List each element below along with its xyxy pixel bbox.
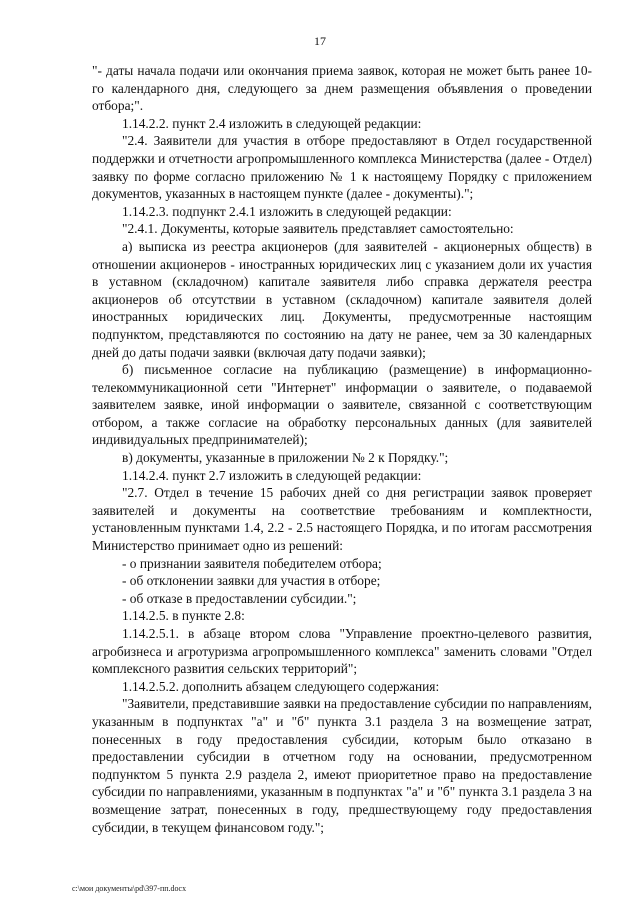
paragraph: 1.14.2.5.2. дополнить абзацем следующего содержания: [122, 678, 440, 694]
paragraph: 1.14.2.5.1. в абзаце втором слова "Управление проектно-целевого развития, агробизнеса и агротуризма агропромышленного комплекса" заменить словами "Отдел комплексного развития сельских территорий"; [92, 626, 592, 677]
paragraph: в) документы, указанные в приложении № 2 к Порядку."; [122, 450, 449, 466]
paragraph: 1.14.2.3. подпункт 2.4.1 изложить в следующей редакции: [122, 203, 452, 219]
paragraph: - о признании заявителя победителем отбора; [122, 555, 382, 571]
paragraph: - об отказе в предоставлении субсидии."; [122, 590, 357, 606]
paragraph: 1.14.2.2. пункт 2.4 изложить в следующей редакции: [122, 115, 422, 131]
page-number: 17 [314, 34, 326, 48]
paragraph: а) выписка из реестра акционеров (для заявителей - акционерных обществ) в отношении акционеров - иностранных юридических лиц с указанием доли их участия в уставном (складочном) капитале заявителя либо справка держателя реестра акционеров об отсутствии в уставном (складочном) капитале заявителя долей иностранных юридических лиц. Документы, предусмотренные настоящим подпунктом, представляются по состоянию на дату не ранее, чем за 30 календарных дней до даты подачи заявки (включая дату подачи заявки); [92, 238, 592, 360]
paragraph: б) письменное согласие на публикацию (размещение) в информационно-телекоммуникационной сети "Интернет" информации о заявителе, о подаваемой заявителем заявке, иной информации о заявителе, связанной с соответствующим отбором, а также согласие на обработку персональных данных (для заявителей индивидуальных предпринимателей); [92, 362, 592, 448]
paragraph: - об отклонении заявки для участия в отборе; [122, 573, 381, 589]
document-body [92, 62, 592, 836]
paragraph: "Заявители, представившие заявки на предоставление субсидии по направлениям, указанным в подпунктах "а" и "б" пункта 3.1 раздела 3 на возмещение затрат, понесенных в году предоставления субсидии, которым было отказано в предоставлении субсидии в отчетном году на основании, предусмотренном подпунктом 5 пункта 2.9 раздела 2, имеют приоритетное право на предоставление субсидии по направлениями, указанным в подпунктах "а" и "б" пункта 3.1 раздела 3 на возмещение затрат, понесенных в году, предшествующему году предоставления субсидии, в текущем финансовом году."; [92, 696, 592, 835]
file-path-footer: c:\мои документы\pd\397-пп.docx [72, 884, 187, 893]
paragraph: "- даты начала подачи или окончания приема заявок, которая не может быть ранее 10-го календарного дня, следующего за днем размещения объявления о проведении отбора;". [92, 63, 592, 114]
paragraph: "2.7. Отдел в течение 15 рабочих дней со дня регистрации заявок проверяет заявителей и документы на соответствие требованиям и комплектности, установленным пунктами 1.4, 2.2 - 2.5 настоящего Порядка, и по итогам рассмотрения Министерство принимает одно из решений: [92, 485, 592, 554]
paragraph: "2.4.1. Документы, которые заявитель представляет самостоятельно: [122, 221, 514, 237]
paragraph: 1.14.2.4. пункт 2.7 изложить в следующей редакции: [122, 467, 422, 483]
paragraph: "2.4. Заявители для участия в отборе предоставляют в Отдел государственной поддержки и отчетности агропромышленного комплекса Министерства (далее - Отдел) заявку по форме согласно приложению № 1 к настоящему Порядку с приложением документов, указанных в настоящем пункте (далее - документы)."; [92, 133, 592, 202]
paragraph: 1.14.2.5. в пункте 2.8: [122, 608, 245, 624]
